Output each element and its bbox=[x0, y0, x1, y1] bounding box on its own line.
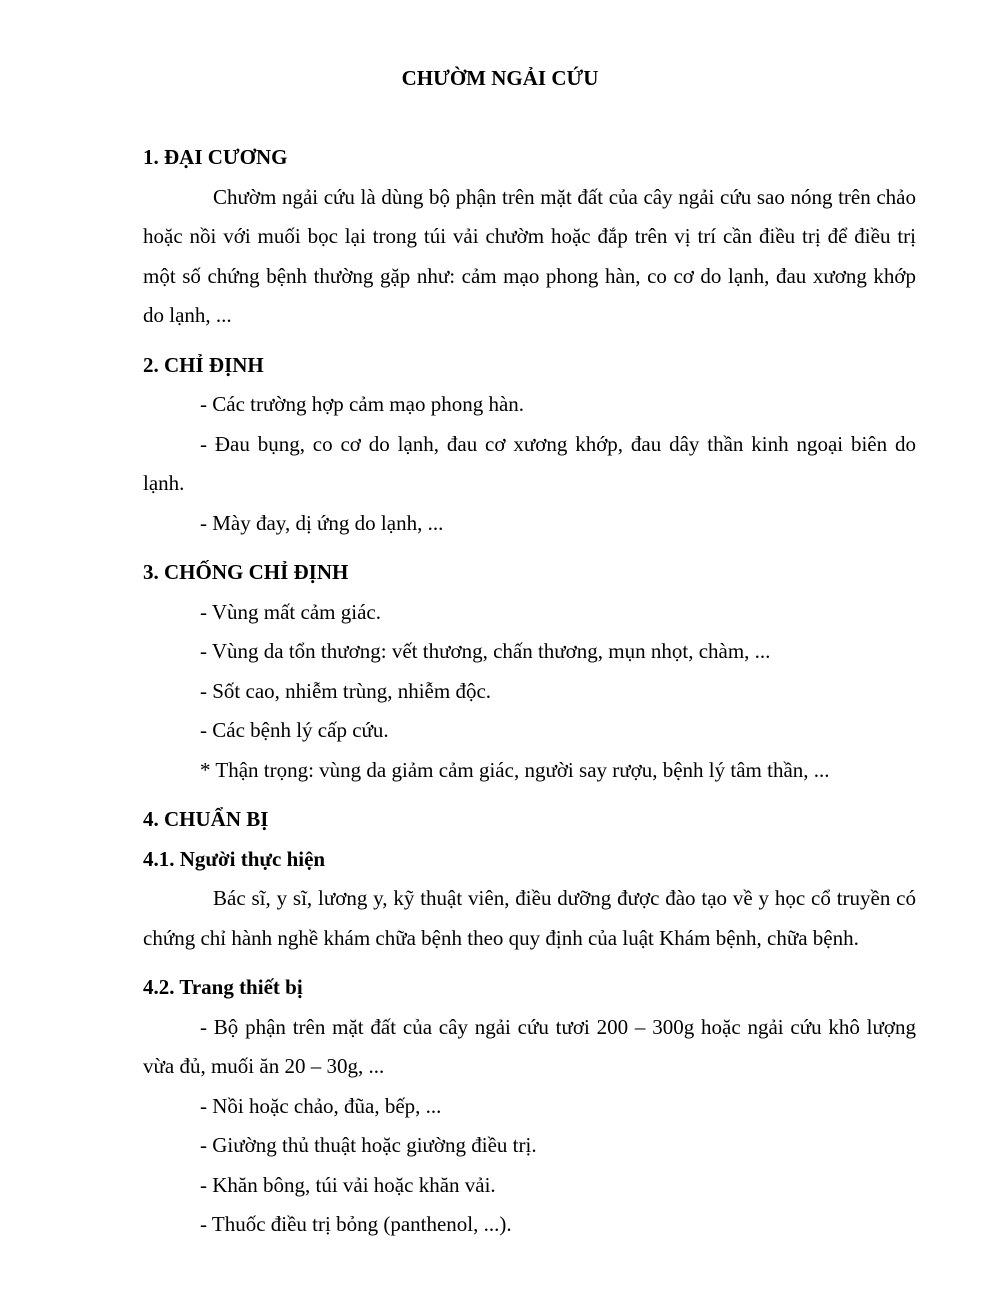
list-item: - Vùng mất cảm giác. bbox=[200, 599, 381, 624]
list-item: - Bộ phận trên mặt đất của cây ngải cứu tươi 200 – 300g hoặc ngải cứu khô lượng vừa đủ, muối ăn 20 – 30g, ... bbox=[143, 1014, 916, 1078]
subsection-practitioner bbox=[143, 840, 916, 959]
paragraph: Bác sĩ, y sĩ, lương y, kỹ thuật viên, điều dưỡng được đào tạo về y học cổ truyền có chứng chỉ hành nghề khám chữa bệnh theo quy định của luật Khám bệnh, chữa bệnh. bbox=[143, 886, 916, 950]
section-indications bbox=[143, 346, 916, 544]
section-heading: 1. ĐẠI CƯƠNG bbox=[143, 145, 288, 169]
section-heading: 4. CHUẨN BỊ bbox=[143, 807, 269, 831]
list-item: - Đau bụng, co cơ do lạnh, đau cơ xương khớp, đau dây thần kinh ngoại biên do lạnh. bbox=[143, 431, 916, 495]
section-contraindications bbox=[143, 553, 916, 790]
list-item: - Khăn bông, túi vải hoặc khăn vải. bbox=[200, 1172, 496, 1197]
list-item: - Vùng da tổn thương: vết thương, chấn thương, mụn nhọt, chàm, ... bbox=[200, 639, 771, 663]
list-item: - Các bệnh lý cấp cứu. bbox=[200, 718, 389, 742]
section-overview bbox=[143, 138, 916, 336]
list-item: - Giường thủ thuật hoặc giường điều trị. bbox=[200, 1133, 537, 1157]
section-heading: 2. CHỈ ĐỊNH bbox=[143, 352, 264, 377]
subsection-heading: 4.2. Trang thiết bị bbox=[143, 975, 303, 999]
section-heading: 3. CHỐNG CHỈ ĐỊNH bbox=[143, 560, 349, 584]
list-item: - Các trường hợp cảm mạo phong hàn. bbox=[200, 392, 525, 416]
list-item: - Thuốc điều trị bỏng (panthenol, ...). bbox=[200, 1212, 512, 1236]
document-body bbox=[143, 138, 916, 1245]
subsection-heading: 4.1. Người thực hiện bbox=[143, 846, 326, 871]
list-item: - Nồi hoặc chảo, đũa, bếp, ... bbox=[200, 1093, 442, 1118]
section-preparation bbox=[143, 800, 916, 1245]
subsection-equipment bbox=[143, 968, 916, 1245]
paragraph: Chườm ngải cứu là dùng bộ phận trên mặt đất của cây ngải cứu sao nóng trên chảo hoặc nồi với muối bọc lại trong túi vải chườm hoặc đắp trên vị trí cần điều trị để điều trị một số chứng bệnh thường gặp như: cảm mạo phong hàn, co cơ do lạnh, đau xương khớp do lạnh, ... bbox=[143, 184, 916, 327]
list-item: - Sốt cao, nhiễm trùng, nhiễm độc. bbox=[200, 678, 492, 703]
document-title: CHƯỜM NGẢI CỨU bbox=[401, 66, 599, 90]
list-item: - Mày đay, dị ứng do lạnh, ... bbox=[200, 510, 444, 535]
caution-note: * Thận trọng: vùng da giảm cảm giác, người say rượu, bệnh lý tâm thần, ... bbox=[200, 757, 830, 782]
